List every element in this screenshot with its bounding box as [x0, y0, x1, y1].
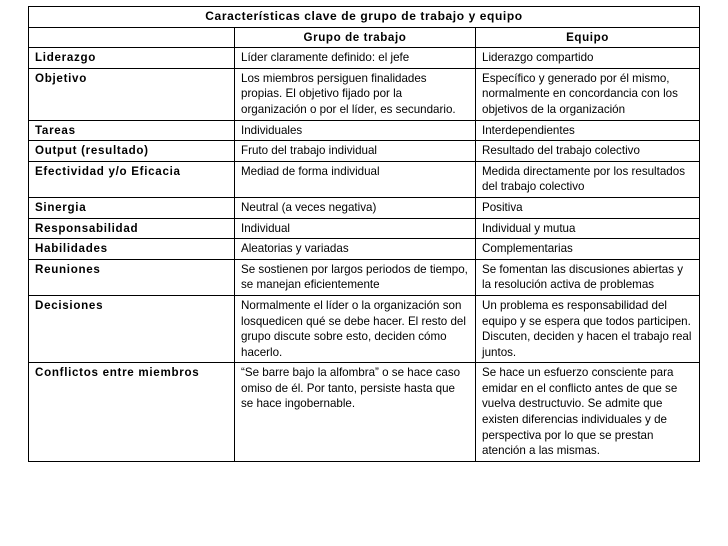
table-body — [29, 48, 700, 462]
table-row — [29, 197, 700, 218]
cell-equipo: Se hace un esfuerzo consciente para emidar en el conflicto antes de que se vuelva destructuvio. Se admite que existen diferencias individuales y de perspectiva por lo que se prestan atención a las mismas. — [476, 363, 700, 462]
row-label: Tareas — [29, 120, 235, 141]
column-header-row — [29, 27, 700, 48]
table-row — [29, 218, 700, 239]
cell-equipo: Un problema es responsabilidad del equipo y se espera que todos participen. Discuten, deciden y hacen el trabajo real juntos. — [476, 295, 700, 362]
row-label: Conflictos entre miembros — [29, 363, 235, 462]
row-label: Habilidades — [29, 239, 235, 260]
table-row — [29, 239, 700, 260]
cell-grupo: “Se barre bajo la alfombra” o se hace caso omiso de él. Por tanto, persiste hasta que se hace ingobernable. — [235, 363, 476, 462]
cell-grupo: Se sostienen por largos periodos de tiempo, se manejan eficientemente — [235, 259, 476, 295]
row-label: Efectividad y/o Eficacia — [29, 161, 235, 197]
cell-equipo: Se fomentan las discusiones abiertas y la resolución activa de problemas — [476, 259, 700, 295]
row-label: Reuniones — [29, 259, 235, 295]
row-label: Liderazgo — [29, 48, 235, 69]
cell-equipo: Resultado del trabajo colectivo — [476, 141, 700, 162]
cell-grupo: Fruto del trabajo individual — [235, 141, 476, 162]
row-label: Objetivo — [29, 68, 235, 120]
table-row — [29, 68, 700, 120]
cell-equipo: Interdependientes — [476, 120, 700, 141]
table-row — [29, 48, 700, 69]
column-header-grupo: Grupo de trabajo — [235, 27, 476, 48]
row-label: Responsabilidad — [29, 218, 235, 239]
table-row — [29, 120, 700, 141]
table-row — [29, 363, 700, 462]
cell-grupo: Los miembros persiguen finalidades propias. El objetivo fijado por la organización o por el líder, es secundario. — [235, 68, 476, 120]
column-header-blank — [29, 27, 235, 48]
table-row — [29, 295, 700, 362]
cell-equipo: Positiva — [476, 197, 700, 218]
row-label: Output (resultado) — [29, 141, 235, 162]
cell-equipo: Complementarias — [476, 239, 700, 260]
column-header-equipo: Equipo — [476, 27, 700, 48]
cell-grupo: Aleatorias y variadas — [235, 239, 476, 260]
table-row — [29, 259, 700, 295]
cell-grupo: Neutral (a veces negativa) — [235, 197, 476, 218]
table-row — [29, 141, 700, 162]
table-title: Características clave de grupo de trabajo y equipo — [29, 7, 700, 28]
cell-equipo: Medida directamente por los resultados del trabajo colectivo — [476, 161, 700, 197]
cell-grupo: Individuales — [235, 120, 476, 141]
row-label: Sinergia — [29, 197, 235, 218]
cell-grupo: Normalmente el líder o la organización son losquedicen qué se debe hacer. El resto del grupo discute sobre esto, deciden cómo hacerlo. — [235, 295, 476, 362]
cell-equipo: Individual y mutua — [476, 218, 700, 239]
cell-equipo: Liderazgo compartido — [476, 48, 700, 69]
cell-grupo: Mediad de forma individual — [235, 161, 476, 197]
cell-equipo: Específico y generado por él mismo, normalmente en concordancia con los objetivos de la organización — [476, 68, 700, 120]
row-label: Decisiones — [29, 295, 235, 362]
cell-grupo: Líder claramente definido: el jefe — [235, 48, 476, 69]
table-title-row — [29, 7, 700, 28]
comparison-table — [28, 6, 700, 462]
cell-grupo: Individual — [235, 218, 476, 239]
table-row — [29, 161, 700, 197]
